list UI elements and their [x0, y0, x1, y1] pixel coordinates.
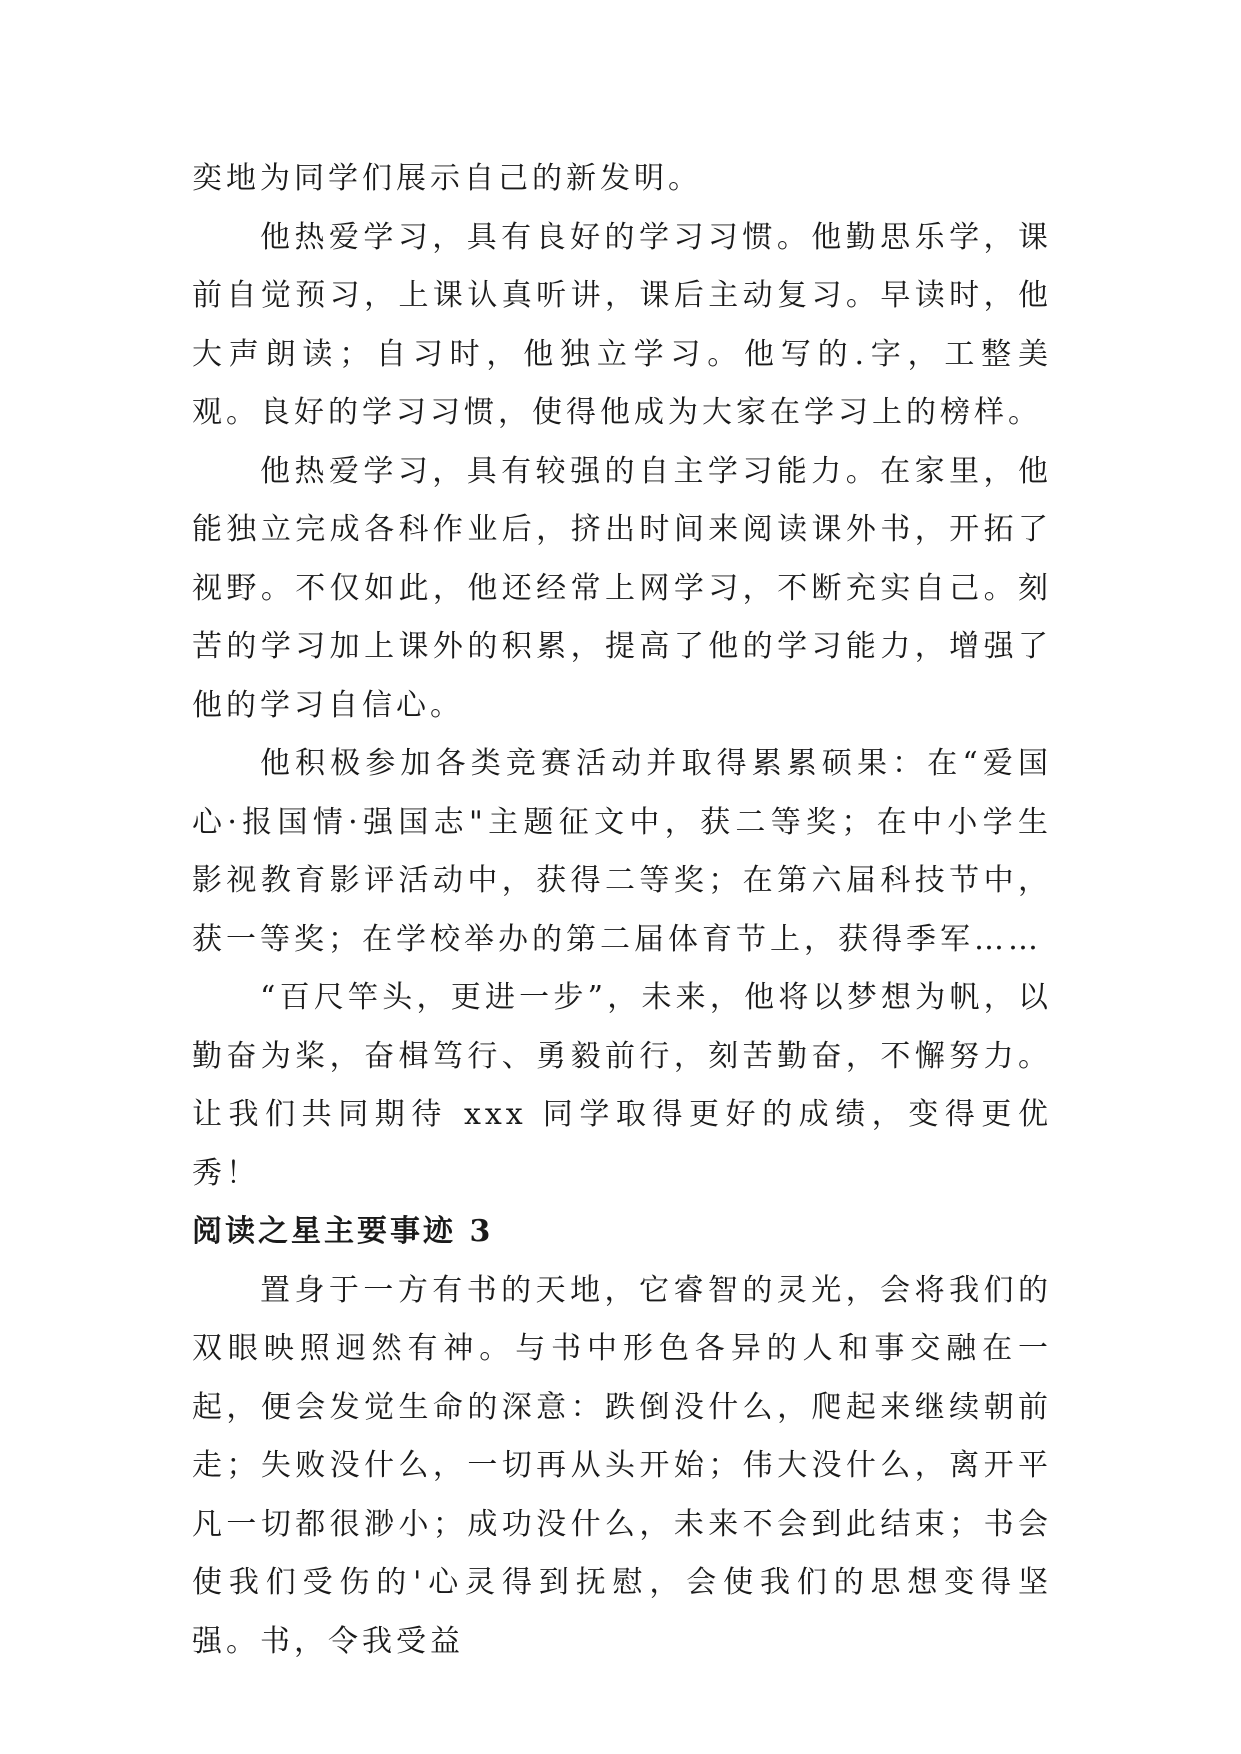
- paragraph-continuation: 奕地为同学们展示自己的新发明。: [192, 161, 702, 196]
- paragraph-competitions: 他积极参加各类竞赛活动并取得累累硕果：在“爱国心·报国情·强国志"主题征文中，获二等奖；在中小学生影视教育影评活动中，获得二等奖；在第六届科技节中，获一等奖；在学校举办的第二届体育节上，获得季军……: [192, 746, 1052, 957]
- paragraph-future: “百尺竿头，更进一步”，未来，他将以梦想为帆，以勤奋为桨，奋楫笃行、勇毅前行，刻苦勤奋，不懈努力。让我们共同期待 xxx 同学取得更好的成绩，变得更优秀！: [192, 980, 1052, 1191]
- section-heading: 阅读之星主要事迹 3: [192, 1214, 494, 1249]
- paragraph-reading: 置身于一方有书的天地，它睿智的灵光，会将我们的双眼映照迥然有神。与书中形色各异的人和事交融在一起，便会发觉生命的深意：跌倒没什么，爬起来继续朝前走；失败没什么，一切再从头开始；伟大没什么，离开平凡一切都很渺小；成功没什么，未来不会到此结束；书会使我们受伤的'心灵得到抚慰，会使我们的思想变得坚强。书，令我受益: [192, 1272, 1052, 1659]
- paragraph-self-learning: 他热爱学习，具有较强的自主学习能力。在家里，他能独立完成各科作业后，挤出时间来阅读课外书，开拓了视野。不仅如此，他还经常上网学习，不断充实自己。刻苦的学习加上课外的积累，提高了他的学习能力，增强了他的学习自信心。: [192, 453, 1052, 723]
- document-page: [192, 150, 1052, 1671]
- paragraph-study-habits: 他热爱学习，具有良好的学习习惯。他勤思乐学，课前自觉预习，上课认真听讲，课后主动复习。早读时，他大声朗读；自习时，他独立学习。他写的.字，工整美观。良好的学习习惯，使得他成为大家在学习上的榜样。: [192, 219, 1052, 430]
